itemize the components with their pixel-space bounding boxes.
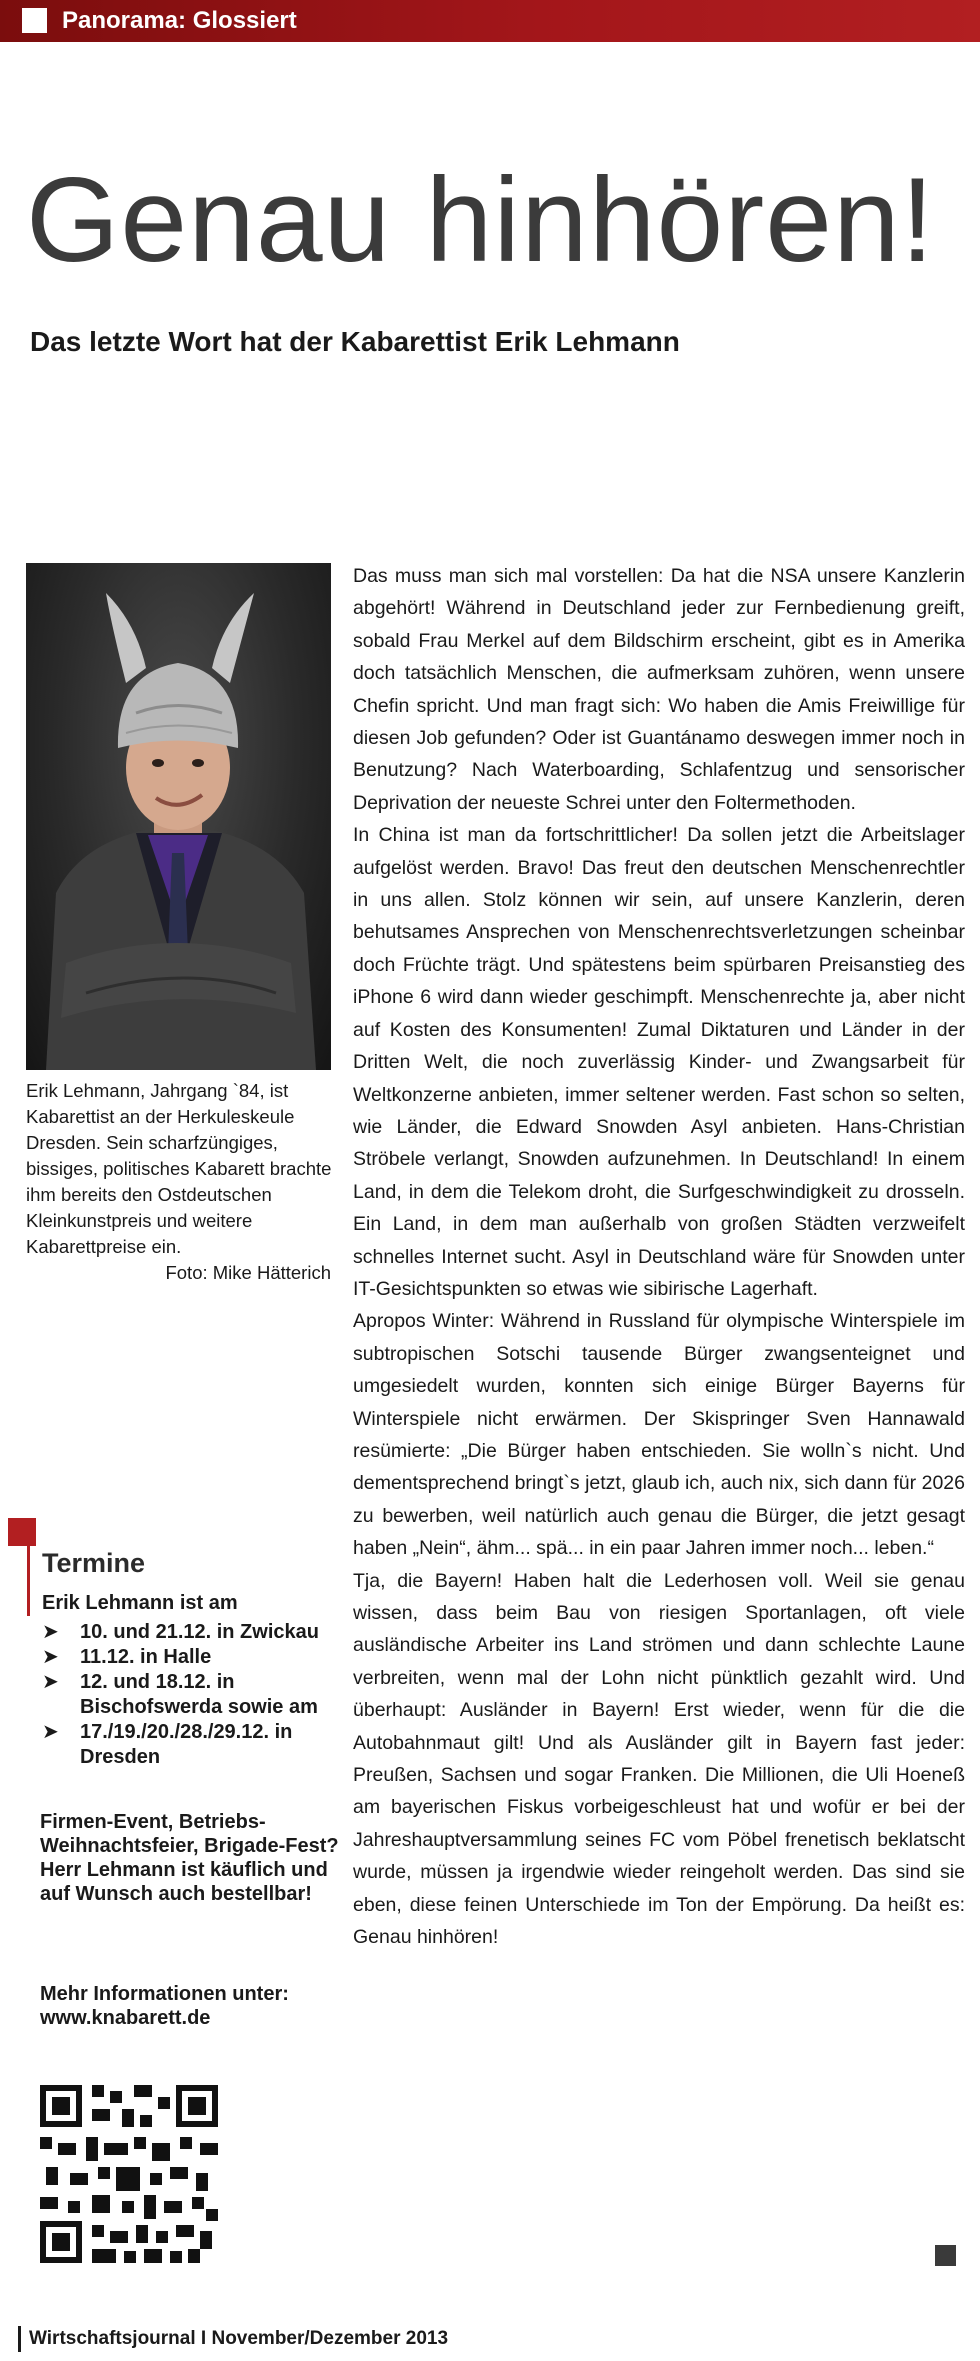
photo-caption: Erik Lehmann, Jahrgang `84, ist Kabarettist an der Herkuleskeule Dresden. Sein scharfzüngiges, bissiges, politisches Kabarett brachte ihm bereits den Ostdeutschen Kleinkunstpreis und weitere Kabarettpreise ein. bbox=[26, 1080, 332, 1257]
arrow-right-icon: ➤ bbox=[42, 1671, 59, 1693]
article-body bbox=[353, 560, 965, 1953]
article-paragraph: Tja, die Bayern! Haben halt die Lederhosen voll. Weil sie genau wissen, dass beim Bau von riesigen Sportanlagen, oft viele ausländische Arbeiter ins Land strömen und dann schlechte Laune verbreiten, wenn mal der Lohn nicht pünktlich gezahlt wird. Und überhaupt: Ausländer in Bayern! Erst wieder, wenn für die die Autobahnmaut gilt! Und als Ausländer gilt in Bayern fast jeder: Preußen, Sachsen und sogar Franken. Die Millionen, die Uli Hoeneß am bayerischen Fiskus vorbeigeschleust hat und wofür er bei der Jahreshauptversammlung seines FC vom Pöbel frenetisch beklatscht wurde, müssen ja irgendwie wieder reingeholt werden. Das sind sie eben, diese feinen Unterschiede im Ton der Empörung. Da heißt es: Genau hinhören! bbox=[353, 1569, 965, 1949]
termine-date-list bbox=[42, 1620, 342, 1770]
article-paragraph: Apropos Winter: Während in Russland für olympische Winterspiele im subtropischen Sotschi tausende Bürger zwangsenteignet und umgesiedelt wurden, konnten sich einige Bürger Bayerns für Winterspiele nicht erwärmen. Der Skispringer Sven Hannawald resümierte: „Die Bürger haben entschieden. Sie wolln`s nicht. Und dementsprechend bringt`s jetzt, glaub ich, auch nix, sich dann für 2026 zu bewerben, weil natürlich auch genau die Bürger, die jetzt gesagt haben „Nein“, ähm... spä... in ein paar Jahren immer noch... leben.“ bbox=[353, 1310, 965, 1560]
termine-intro: Erik Lehmann ist am bbox=[42, 1592, 238, 1614]
section-header-bar bbox=[0, 0, 980, 42]
termine-date-item: ➤ 11.12. in Halle bbox=[42, 1646, 212, 1668]
termine-date-item: ➤ 17./19./20./28./29.12. in Dresden bbox=[42, 1721, 293, 1768]
more-info: Mehr Informationen unter: www.knabarett.de bbox=[40, 1983, 289, 2029]
header-square-icon bbox=[22, 8, 47, 33]
termine-marker-icon bbox=[8, 1518, 36, 1546]
termine-date-item: ➤ 10. und 21.12. in Zwickau bbox=[42, 1621, 319, 1643]
section-label: Panorama: Glossiert bbox=[62, 7, 297, 34]
page-footer: Wirtschaftsjournal I November/Dezember 2013 bbox=[18, 2326, 448, 2352]
article-end-mark-icon bbox=[935, 2245, 956, 2266]
headline: Genau hinhören! bbox=[26, 153, 936, 287]
qr-code[interactable] bbox=[40, 2085, 218, 2263]
article-paragraph: In China ist man da fortschrittlicher! Da sollen jetzt die Arbeitslager aufgelöst werden. Bravo! Das freut den deutschen Menschenrechtler in uns allen. Stolz können wir sein, auf unsere Kanzlerin, deren behutsames Ansprechen von Menschenrechtsverletzungen scheinbar doch Früchte trägt. Und spätestens beim spürbaren Preisanstieg des iPhone 6 wird dann wieder geschimpft. Menschenrechte ja, aber nicht auf Kosten des Konsumenten! Zumal Diktaturen und Länder in der Dritten Welt, die noch zuverlässig Kinder- und Zwangsarbeit für Weltkonzerne anbieten, immer seltener werden. Fast schon so selten, wie Länder, die Edward Snowden Asyl anbieten. Hans-Christian Ströbele verlangt, Snowden aufzunehmen. In Deutschland! In einem Land, in dem die Telekom droht, die Surfgeschwindigkeit zu drosseln. Ein Land, in dem man außerhalb von großen Städten verzweifelt schnelles Internet sucht. Asyl in Deutschland wäre für Snowden unter IT-Gesichtspunkten so etwas wie sibirische Lagerhaft. bbox=[353, 824, 965, 1300]
termine-date-item: ➤ 12. und 18.12. in Bischofswerda sowie am bbox=[42, 1671, 318, 1718]
termine-title: Termine bbox=[42, 1548, 146, 1578]
booking-promo: Firmen-Event, Betriebs-Weihnachtsfeier, Brigade-Fest? Herr Lehmann ist käuflich und auf Wunsch auch bestellbar! bbox=[40, 1811, 339, 1905]
author-photo-illustration bbox=[26, 563, 331, 1070]
photo-credit: Foto: Mike Hätterich bbox=[165, 1262, 331, 1283]
arrow-right-icon: ➤ bbox=[42, 1621, 59, 1643]
qr-code-graphic bbox=[40, 2085, 218, 2263]
arrow-right-icon: ➤ bbox=[42, 1646, 59, 1668]
termine-marker-line bbox=[27, 1546, 30, 1616]
subheadline: Das letzte Wort hat der Kabarettist Erik Lehmann bbox=[30, 326, 680, 357]
article-paragraph: Das muss man sich mal vorstellen: Da hat die NSA unsere Kanzlerin abgehört! Während in Deutschland jeder zur Fernbedienung greift, sobald Frau Merkel auf dem Bildschirm erscheint, gibt es in Amerika doch tatsächlich Menschen, die aufmerksam zuhören, wenn unsere Chefin spricht. Und man fragt sich: Wo haben die Amis Freiwillige für diesen Job gefunden? Oder ist Guantánamo deswegen immer noch in Benutzung? Nach Waterboarding, Schlafentzug und sensorischer Deprivation der neueste Schrei unter den Foltermethoden. bbox=[353, 565, 965, 814]
author-photo bbox=[26, 563, 331, 1070]
arrow-right-icon: ➤ bbox=[42, 1721, 59, 1743]
